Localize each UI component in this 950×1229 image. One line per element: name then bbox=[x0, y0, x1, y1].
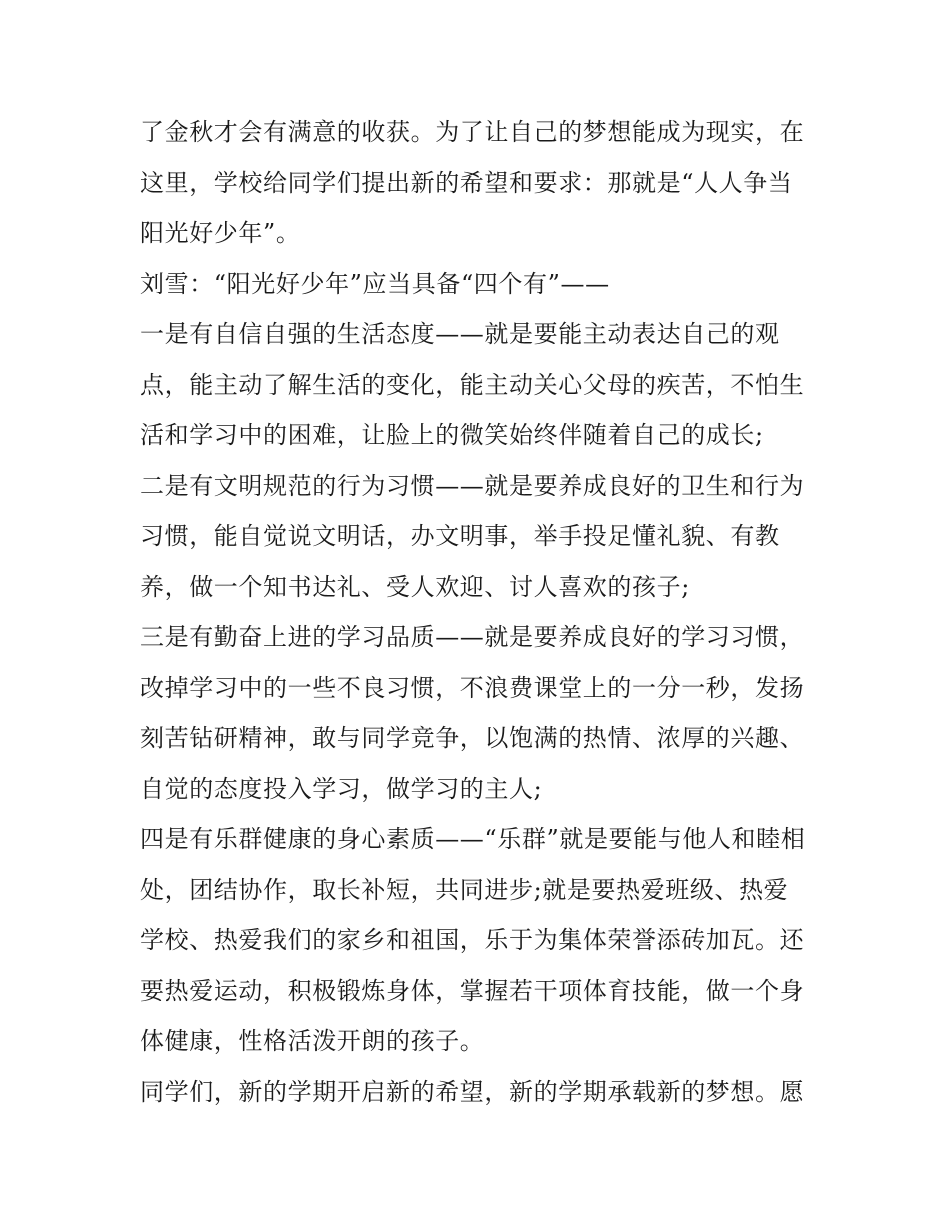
text-line: 学校、热爱我们的家乡和祖国，乐于为集体荣誉添砖加瓦。还 bbox=[140, 926, 805, 954]
paragraph-3 bbox=[140, 309, 820, 461]
paragraph-5 bbox=[140, 612, 820, 814]
text-line: 阳光好少年”。 bbox=[140, 219, 301, 247]
text-line: 自觉的态度投入学习，做学习的主人; bbox=[140, 774, 543, 803]
text-line: 点，能主动了解生活的变化，能主动关心父母的疾苦，不怕生 bbox=[140, 370, 805, 399]
text-line: 养，做一个知书达礼、受人欢迎、讨人喜欢的孩子; bbox=[140, 572, 690, 601]
text-line: 三是有勤奋上进的学习品质——就是要养成良好的学习习惯， bbox=[140, 623, 805, 651]
text-line: 习惯，能自觉说文明话，办文明事，举手投足懂礼貌、有教 bbox=[140, 522, 780, 550]
text-line: 这里，学校给同学们提出新的希望和要求：那就是“人人争当 bbox=[140, 168, 793, 197]
text-line: 四是有乐群健康的身心素质——“乐群”就是要能与他人和睦相 bbox=[140, 825, 806, 853]
paragraph-4 bbox=[140, 461, 820, 613]
text-line: 刻苦钻研精神，敢与同学竞争，以饱满的热情、浓厚的兴趣、 bbox=[140, 724, 805, 752]
text-line: 同学们，新的学期开启新的希望，新的学期承载新的梦想。愿 bbox=[140, 1077, 805, 1106]
text-line: 体健康，性格活泼开朗的孩子。 bbox=[140, 1027, 485, 1055]
text-line: 一是有自信自强的生活态度——就是要能主动表达自己的观 bbox=[140, 320, 780, 348]
text-line: 二是有文明规范的行为习惯——就是要养成良好的卫生和行为 bbox=[140, 471, 805, 500]
text-line: 要热爱运动，积极锻炼身体，掌握若干项体育技能，做一个身 bbox=[140, 976, 805, 1005]
document-body bbox=[140, 107, 820, 1117]
paragraph-1 bbox=[140, 107, 820, 259]
paragraph-7 bbox=[140, 1067, 820, 1118]
text-line: 改掉学习中的一些不良习惯，不浪费课堂上的一分一秒，发扬 bbox=[140, 673, 805, 702]
text-line: 处，团结协作，取长补短，共同进步;就是要热爱班级、热爱 bbox=[140, 875, 789, 904]
text-line: 活和学习中的困难，让脸上的微笑始终伴随着自己的成长; bbox=[140, 421, 764, 449]
text-line: 刘雪：“阳光好少年”应当具备“四个有”—— bbox=[140, 269, 610, 298]
text-line: 了金秋才会有满意的收获。为了让自己的梦想能成为现实，在 bbox=[140, 118, 805, 146]
paragraph-6 bbox=[140, 814, 820, 1067]
paragraph-2 bbox=[140, 259, 820, 310]
